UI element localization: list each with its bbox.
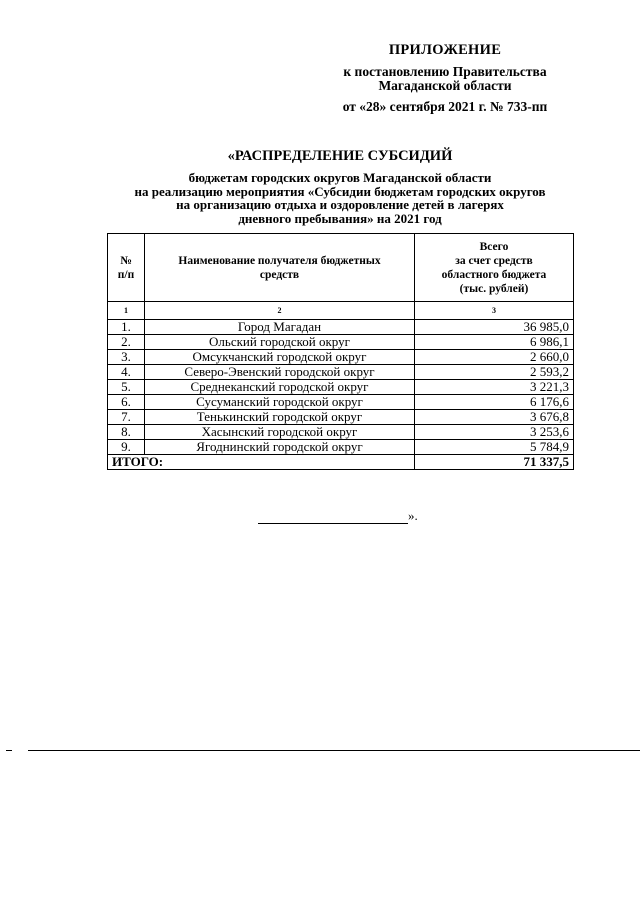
table-row xyxy=(108,320,574,335)
table-row xyxy=(108,410,574,425)
row-sum: 2 660,0 xyxy=(415,350,574,365)
header-name-line: Наименование получателя бюджетных xyxy=(178,254,381,267)
column-number: 1 xyxy=(108,302,145,320)
page-divider xyxy=(28,750,640,751)
column-number: 3 xyxy=(415,302,574,320)
row-sum: 3 253,6 xyxy=(415,425,574,440)
subsidy-table xyxy=(107,233,574,470)
total-value: 71 337,5 xyxy=(415,455,574,470)
row-sum: 5 784,9 xyxy=(415,440,574,455)
header-sum-line: областного бюджета xyxy=(441,268,547,281)
row-num: 6. xyxy=(108,395,145,410)
row-name: Ольский городской округ xyxy=(145,335,415,350)
row-num: 1. xyxy=(108,320,145,335)
row-sum: 2 593,2 xyxy=(415,365,574,380)
closing-line xyxy=(258,508,418,524)
heading-line: на реализацию мероприятия «Субсидии бюджетам городских округов xyxy=(134,183,546,199)
header-sum-line: (тыс. рублей) xyxy=(459,282,529,295)
document-heading xyxy=(100,148,580,225)
row-name: Ягоднинский городской округ xyxy=(145,440,415,455)
row-sum: 6 986,1 xyxy=(415,335,574,350)
total-row xyxy=(108,455,574,470)
appendix-date: от «28» сентября 2021 г. № 733-пп xyxy=(342,99,548,114)
row-name: Город Магадан xyxy=(145,320,415,335)
appendix-title: ПРИЛОЖЕНИЕ xyxy=(388,42,502,58)
row-num: 9. xyxy=(108,440,145,455)
table-row xyxy=(108,395,574,410)
table-row xyxy=(108,350,574,365)
row-sum: 3 221,3 xyxy=(415,380,574,395)
page-edge-mark xyxy=(6,750,12,751)
header-sum-line: за счет средств xyxy=(455,254,533,267)
closing-quote: ». xyxy=(408,508,418,523)
header-name-line: средств xyxy=(259,268,300,281)
table-row xyxy=(108,425,574,440)
header-num xyxy=(108,234,145,302)
row-sum: 36 985,0 xyxy=(415,320,574,335)
header-name xyxy=(145,234,415,302)
table-header-row xyxy=(108,234,574,302)
table-row xyxy=(108,380,574,395)
row-name: Северо-Эвенский городской округ xyxy=(145,365,415,380)
table-row xyxy=(108,335,574,350)
row-num: 2. xyxy=(108,335,145,350)
appendix-line-1: к постановлению Правительства xyxy=(343,64,547,79)
column-number: 2 xyxy=(145,302,415,320)
header-num-line: № xyxy=(120,254,132,267)
row-name: Среднеканский городской округ xyxy=(145,380,415,395)
column-number-row xyxy=(108,302,574,320)
appendix-block xyxy=(300,42,590,115)
heading-line: на организацию отдыха и оздоровление детей в лагерях xyxy=(176,197,504,212)
row-name: Хасынский городской округ xyxy=(145,425,415,440)
row-num: 4. xyxy=(108,365,145,380)
row-name: Омсукчанский городской округ xyxy=(145,350,415,365)
table-row xyxy=(108,365,574,380)
row-num: 8. xyxy=(108,425,145,440)
heading-line: дневного пребывания» на 2021 год xyxy=(238,210,442,226)
row-num: 3. xyxy=(108,350,145,365)
row-sum: 6 176,6 xyxy=(415,395,574,410)
row-name: Тенькинский городской округ xyxy=(145,410,415,425)
signature-underline xyxy=(258,509,408,524)
header-num-line: п/п xyxy=(117,268,135,281)
appendix-line-2: Магаданской области xyxy=(378,78,512,93)
total-label: ИТОГО: xyxy=(108,455,415,470)
header-sum xyxy=(415,234,574,302)
heading-line: бюджетам городских округов Магаданской области xyxy=(188,170,492,185)
row-name: Сусуманский городской округ xyxy=(145,395,415,410)
row-num: 5. xyxy=(108,380,145,395)
heading-title: «РАСПРЕДЕЛЕНИЕ СУБСИДИЙ xyxy=(227,148,453,164)
table-row xyxy=(108,440,574,455)
header-sum-line: Всего xyxy=(479,240,509,253)
row-sum: 3 676,8 xyxy=(415,410,574,425)
row-num: 7. xyxy=(108,410,145,425)
